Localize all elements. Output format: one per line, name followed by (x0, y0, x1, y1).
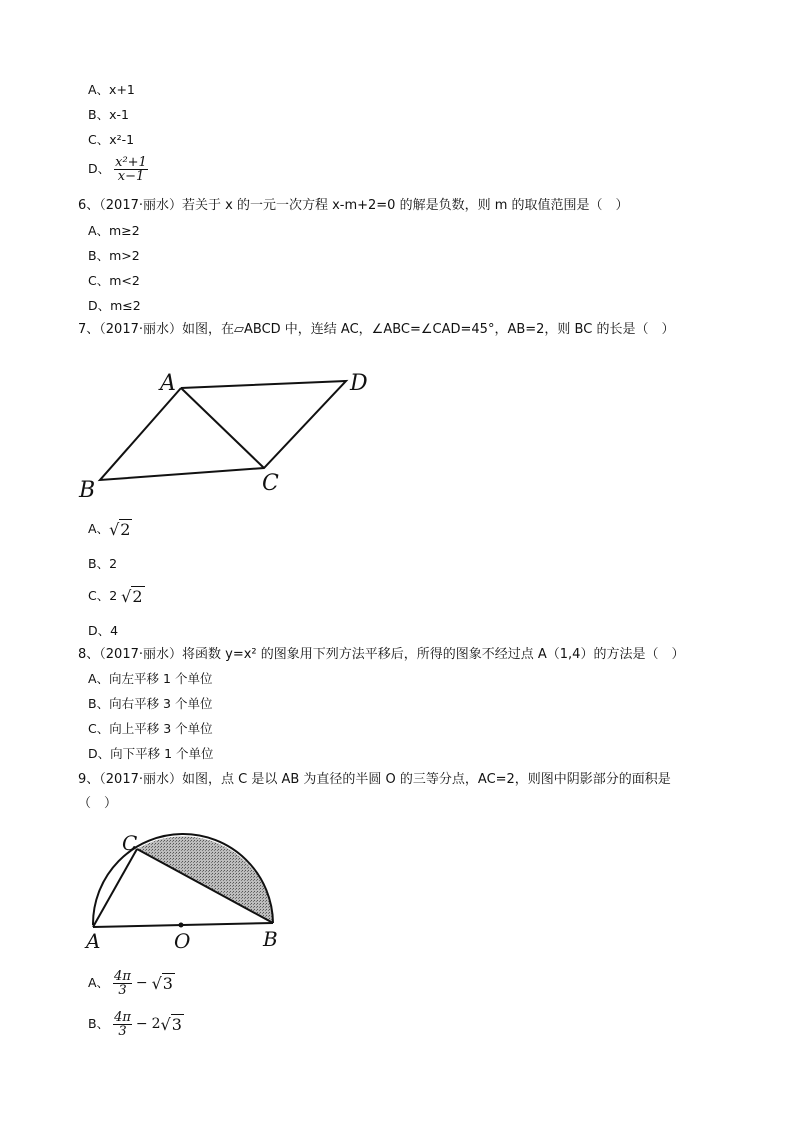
shaded-segment (137, 836, 273, 923)
point-label-b: B (263, 927, 278, 951)
minus-sign: − (135, 975, 148, 991)
option-prefix: D、 (88, 161, 111, 176)
sqrt: √3 (151, 973, 173, 993)
numerator: x²+1 (115, 155, 147, 170)
fraction (113, 970, 132, 997)
q7-option-c (88, 588, 145, 605)
q8-option-c: C、向上平移 3 个单位 (88, 721, 213, 736)
denominator: x−1 (117, 169, 145, 184)
parallelogram-figure (76, 362, 376, 502)
q7-stem: 7、（2017·丽水）如图，在▱ABCD 中，连结 AC，∠ABC=∠CAD=45°，AB=2，则 BC 的长是（ ） (78, 322, 675, 337)
sqrt: √3 (160, 1014, 182, 1034)
sqrt: √2 (121, 586, 143, 606)
numerator: 4π (114, 1010, 131, 1025)
denominator: 3 (118, 983, 127, 998)
q6-option-a: A、m≥2 (88, 223, 140, 238)
q5-option-c: C、x²-1 (88, 132, 135, 147)
radicand: 3 (171, 1014, 182, 1034)
q8-stem: 8、（2017·丽水）将函数 y=x² 的图象用下列方法平移后，所得的图象不经过点 A（1,4）的方法是（ ） (78, 647, 685, 662)
vertex-label-d: D (350, 371, 368, 396)
fraction (113, 1011, 132, 1038)
q8-option-d: D、向下平移 1 个单位 (88, 746, 214, 761)
numerator: 4π (114, 969, 131, 984)
point-label-a: A (86, 929, 101, 952)
q5-option-a: A、x+1 (88, 82, 135, 97)
q6-option-d: D、m≤2 (88, 298, 141, 313)
q6-option-b: B、m>2 (88, 248, 140, 263)
radicand: 2 (132, 586, 143, 606)
vertex-label-a: A (160, 371, 176, 396)
parallelogram-outline (100, 381, 346, 480)
point-label-c: C (122, 831, 138, 855)
vertex-label-c: C (262, 471, 279, 496)
q7-option-b: B、2 (88, 556, 118, 571)
vertex-label-b: B (79, 478, 96, 502)
q7-option-a (88, 521, 132, 538)
q5-option-d (88, 156, 148, 183)
q7-option-d: D、4 (88, 623, 119, 638)
radicand: 2 (120, 519, 131, 539)
radicand: 3 (162, 973, 173, 993)
fraction (114, 156, 148, 183)
option-prefix: A、 (88, 521, 110, 536)
q8-option-a: A、向左平移 1 个单位 (88, 671, 213, 686)
q9-option-b (88, 1011, 184, 1038)
coefficient: 2 (151, 1016, 161, 1032)
sqrt: √2 (109, 519, 131, 539)
option-prefix: C、2 (88, 588, 118, 603)
q5-option-b: B、x-1 (88, 107, 129, 122)
center-point-o (179, 923, 184, 928)
semicircle-figure (80, 822, 300, 952)
option-prefix: B、 (88, 1016, 110, 1031)
q9-stem-line1: 9、（2017·丽水）如图，点 C 是以 AB 为直径的半圆 O 的三等分点，AC=2，则图中阴影部分的面积是 (78, 772, 671, 787)
minus-sign: − (135, 1016, 148, 1032)
denominator: 3 (118, 1024, 127, 1039)
option-prefix: A、 (88, 975, 110, 990)
diagonal-ac (181, 388, 264, 468)
q9-option-a (88, 970, 175, 997)
q9-stem-line2: （ ） (78, 796, 118, 811)
q6-stem: 6、（2017·丽水）若关于 x 的一元一次方程 x-m+2=0 的解是负数，则 m 的取值范围是（ ） (78, 198, 629, 213)
q8-option-b: B、向右平移 3 个单位 (88, 696, 213, 711)
point-label-o: O (174, 929, 191, 952)
q6-option-c: C、m<2 (88, 273, 140, 288)
